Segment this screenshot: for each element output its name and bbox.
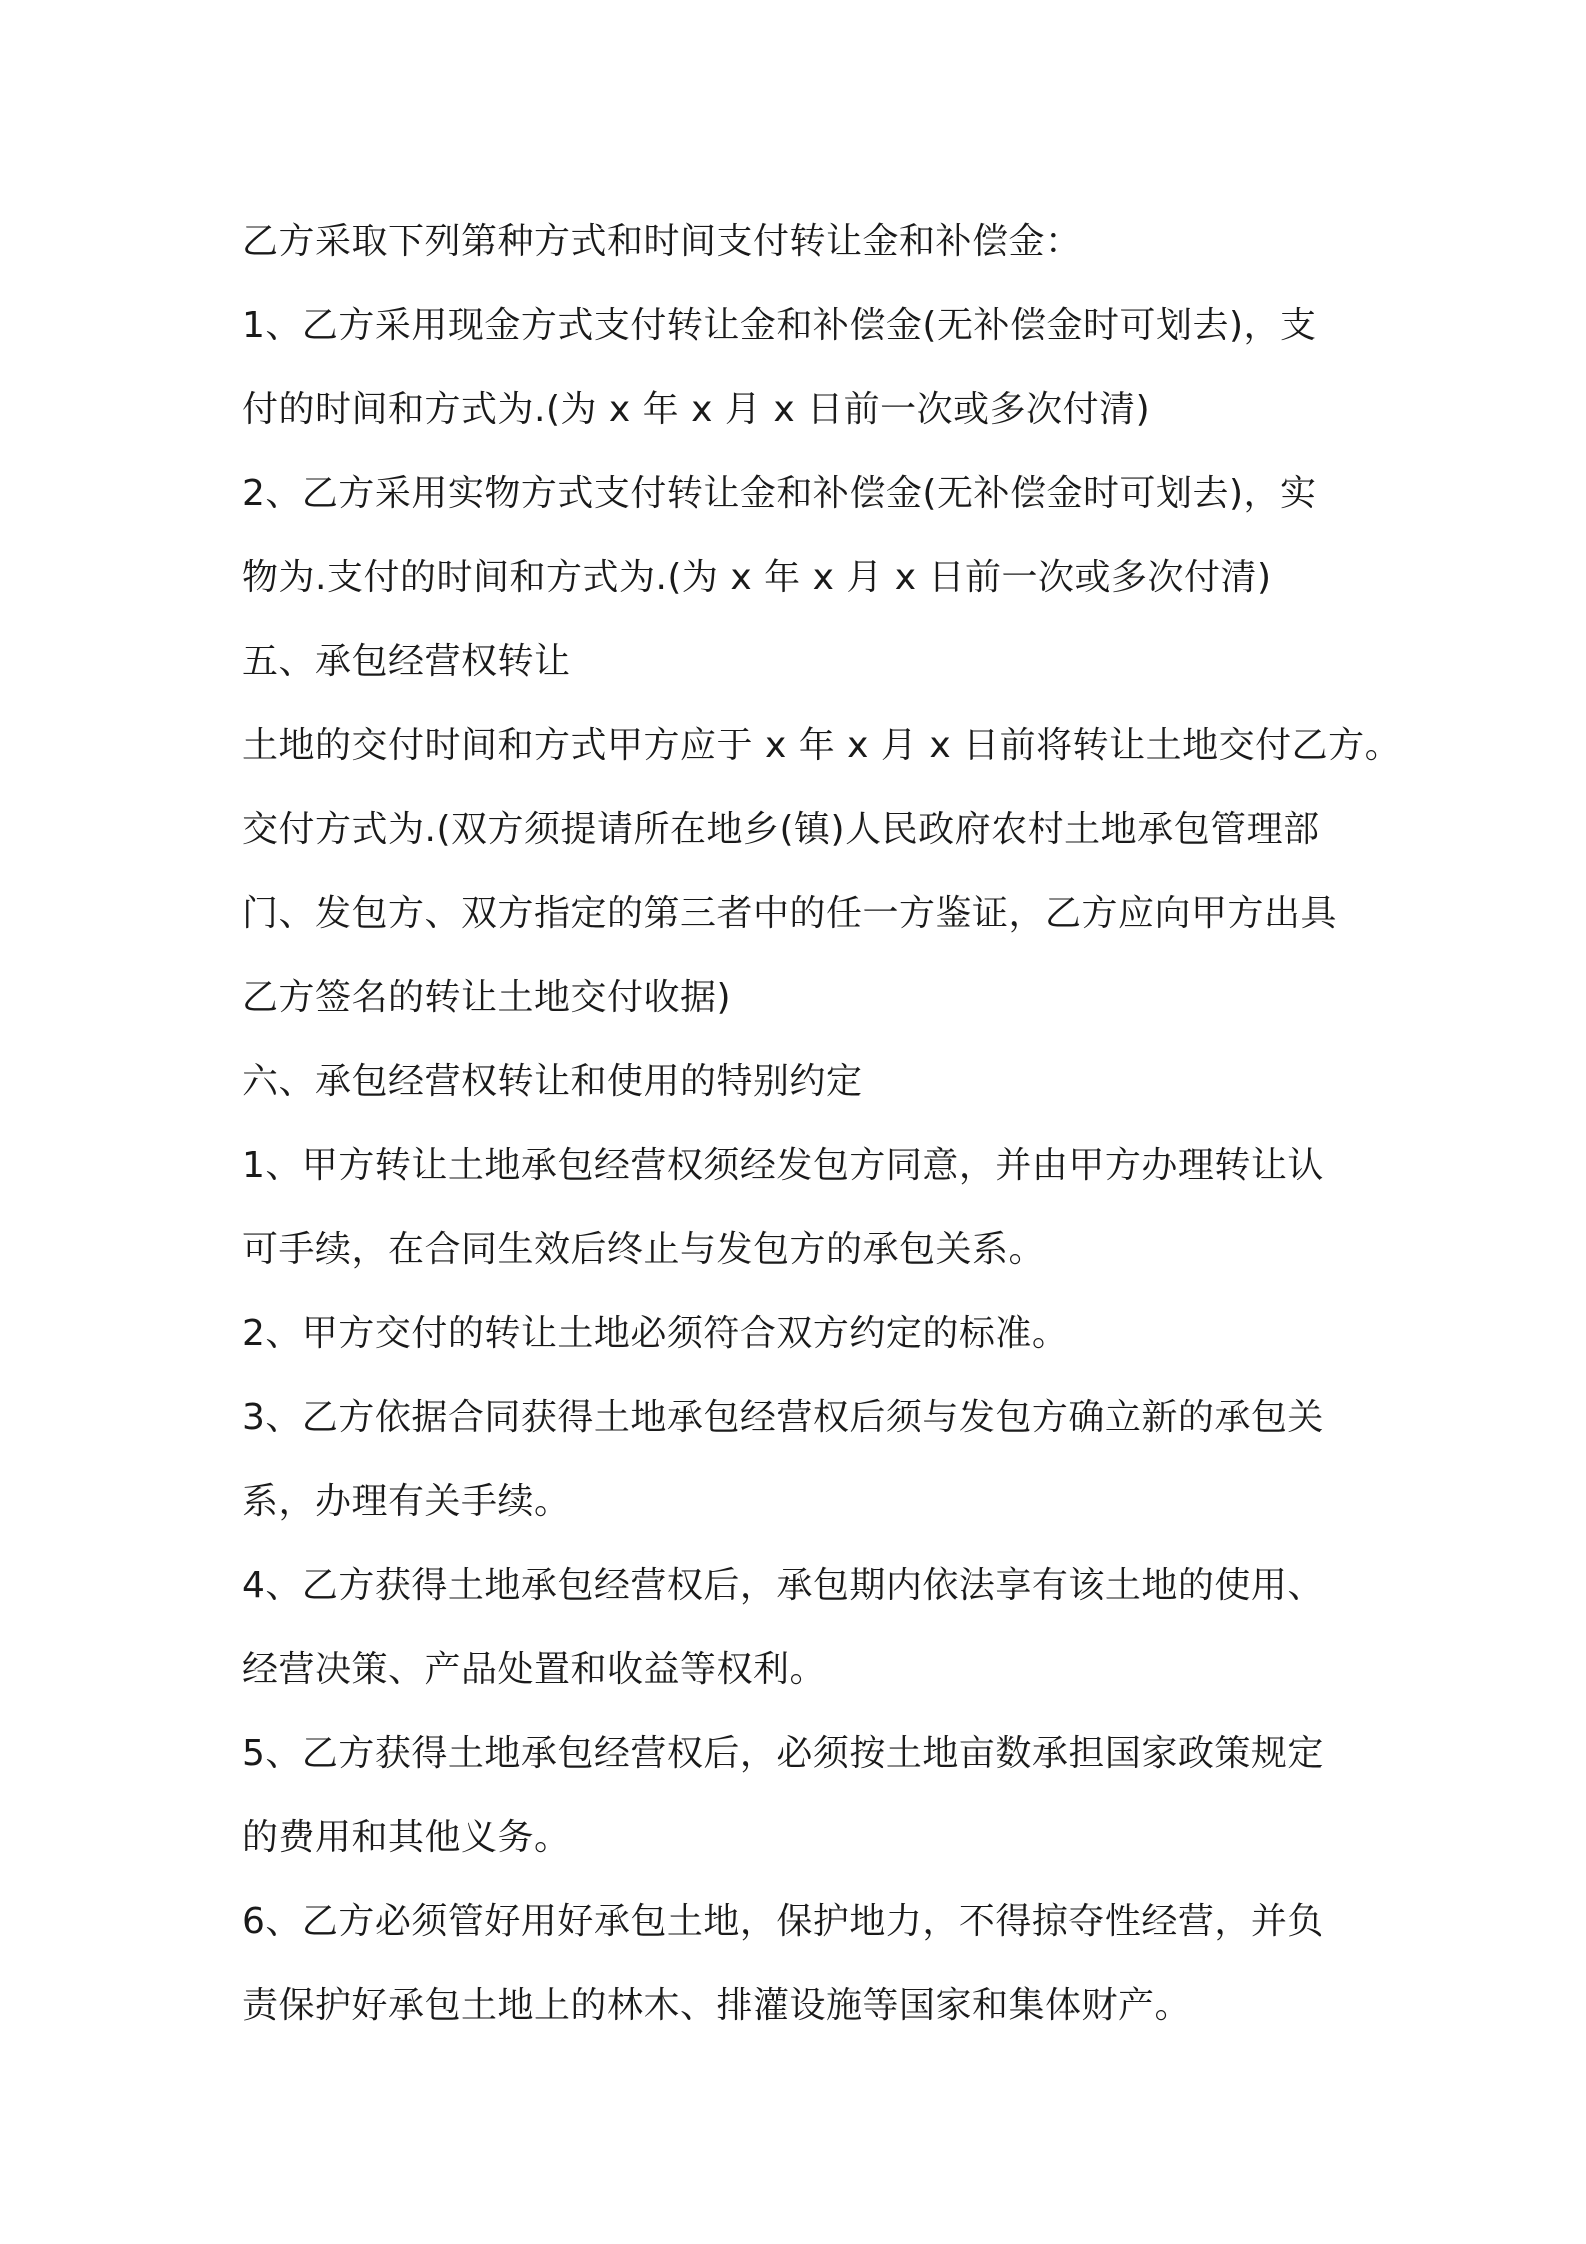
text-line-clause-3-cont: 系，办理有关手续。 [242, 1481, 571, 1522]
text-line-in-kind-payment-cont: 物为.支付的时间和方式为.(为 x 年 x 月 x 日前一次或多次付清) [242, 557, 1272, 598]
text-line-clause-1: 1、甲方转让土地承包经营权须经发包方同意，并由甲方办理转让认 [242, 1145, 1324, 1186]
text-line-in-kind-payment: 2、乙方采用实物方式支付转让金和补偿金(无补偿金时可划去)，实 [242, 473, 1317, 514]
section-heading-6: 六、承包经营权转让和使用的特别约定 [242, 1061, 863, 1102]
section-heading-5: 五、承包经营权转让 [242, 641, 571, 682]
text-line-delivery-method-cont: 门、发包方、双方指定的第三者中的任一方鉴证，乙方应向甲方出具 [242, 893, 1338, 934]
text-line-clause-4: 4、乙方获得土地承包经营权后，承包期内依法享有该土地的使用、 [242, 1565, 1324, 1606]
text-line-clause-6-cont: 责保护好承包土地上的林木、排灌设施等国家和集体财产。 [242, 1985, 1192, 2026]
text-line-clause-6: 6、乙方必须管好用好承包土地，保护地力，不得掠夺性经营，并负 [242, 1901, 1324, 1942]
text-line-clause-5-cont: 的费用和其他义务。 [242, 1817, 571, 1858]
text-line-cash-payment-cont: 付的时间和方式为.(为 x 年 x 月 x 日前一次或多次付清) [242, 389, 1151, 430]
text-line-delivery-receipt: 乙方签名的转让土地交付收据) [242, 977, 732, 1018]
text-line-clause-4-cont: 经营决策、产品处置和收益等权利。 [242, 1649, 827, 1690]
text-line-clause-1-cont: 可手续，在合同生效后终止与发包方的承包关系。 [242, 1229, 1046, 1270]
text-line-land-delivery: 土地的交付时间和方式甲方应于 x 年 x 月 x 日前将转让土地交付乙方。 [242, 725, 1402, 766]
document-body [242, 200, 1402, 2048]
text-line-cash-payment: 1、乙方采用现金方式支付转让金和补偿金(无补偿金时可划去)，支 [242, 305, 1317, 346]
text-line-clause-2: 2、甲方交付的转让土地必须符合双方约定的标准。 [242, 1313, 1069, 1354]
text-line-delivery-method: 交付方式为.(双方须提请所在地乡(镇)人民政府农村土地承包管理部 [242, 809, 1320, 850]
text-line-payment-intro: 乙方采取下列第种方式和时间支付转让金和补偿金： [242, 221, 1082, 262]
text-line-clause-3: 3、乙方依据合同获得土地承包经营权后须与发包方确立新的承包关 [242, 1397, 1324, 1438]
text-line-clause-5: 5、乙方获得土地承包经营权后，必须按土地亩数承担国家政策规定 [242, 1733, 1324, 1774]
